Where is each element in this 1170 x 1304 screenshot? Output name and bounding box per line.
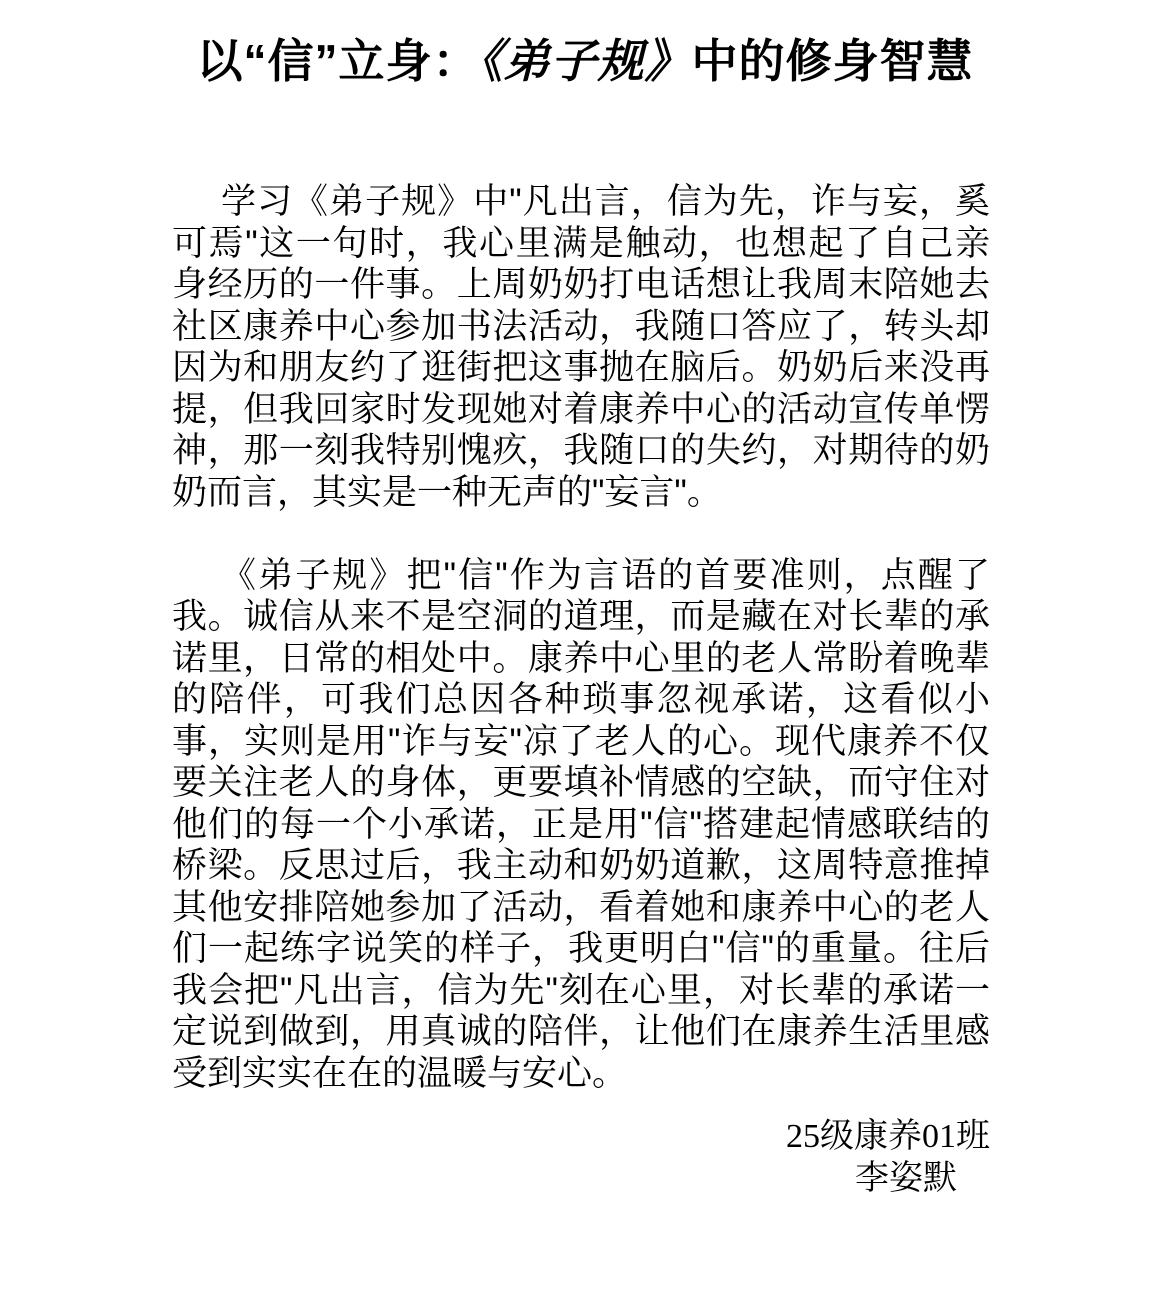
paragraph-line: 可焉"这一句时，我心里满是触动，也想起了自己亲 [172, 223, 990, 263]
paragraph-line: 事，实则是用"诈与妄"凉了老人的心。现代康养不仅 [172, 721, 990, 761]
paragraph-line: 他们的每一个小承诺，正是用"信"搭建起情感联结的 [172, 804, 990, 844]
paragraph-line: 社区康养中心参加书法活动，我随口答应了，转头却 [172, 306, 990, 346]
paragraph-line: 提，但我回家时发现她对着康养中心的活动宣传单愣 [172, 389, 990, 429]
paragraph-line: 定说到做到，用真诚的陪伴，让他们在康养生活里感 [172, 1012, 990, 1051]
paragraph-line: 受到实实在在的温暖与安心。 [172, 1053, 628, 1093]
signature-class: 25级康养01班 [786, 1118, 990, 1155]
paragraph-line: 我会把"凡出言，信为先"刻在心里，对长辈的承诺一 [172, 970, 990, 1010]
paragraph-line: 的陪伴，可我们总因各种琐事忽视承诺，这看似小 [172, 680, 990, 719]
paragraph-line: 学习《弟子规》中"凡出言，信为先，诈与妄，奚 [221, 182, 990, 221]
paragraph-line: 桥梁。反思过后，我主动和奶奶道歉，这周特意推掉 [172, 846, 990, 885]
paragraph-line: 诺里，日常的相处中。康养中心里的老人常盼着晚辈 [172, 638, 990, 678]
signature-block [172, 1116, 990, 1200]
paragraph-line: 其他安排陪她参加了活动，看着她和康养中心的老人 [172, 887, 990, 927]
paragraph-line: 们一起练字说笑的样子，我更明白"信"的重量。往后 [172, 929, 990, 968]
paragraph-line: 身经历的一件事。上周奶奶打电话想让我周末陪她去 [172, 265, 990, 304]
paragraph-2 [172, 555, 990, 1095]
paragraph-line: 《弟子规》把"信"作为言语的首要准则，点醒了 [221, 555, 990, 595]
title-book-name: 《弟子规》 [479, 35, 692, 87]
title-post-segment: 中的修身智慧 [691, 35, 974, 87]
title-pre-segment: 以“信”立身： [196, 35, 480, 87]
paragraph-line: 神，那一刻我特别愧疚，我随口的失约，对期待的奶 [172, 431, 990, 470]
paragraph-line: 我。诚信从来不是空洞的道理，而是藏在对长辈的承 [172, 597, 990, 636]
signature-name: 李姿默 [855, 1160, 957, 1197]
paragraph-line: 要关注老人的身体，更要填补情感的空缺，而守住对 [172, 763, 990, 802]
document-title [0, 34, 1170, 89]
document-body [172, 181, 990, 1200]
paragraph-1 [172, 181, 990, 513]
paragraph-line: 因为和朋友约了逛街把这事抛在脑后。奶奶后来没再 [172, 348, 990, 387]
paragraph-line: 奶而言，其实是一种无声的"妄言"。 [172, 472, 722, 512]
